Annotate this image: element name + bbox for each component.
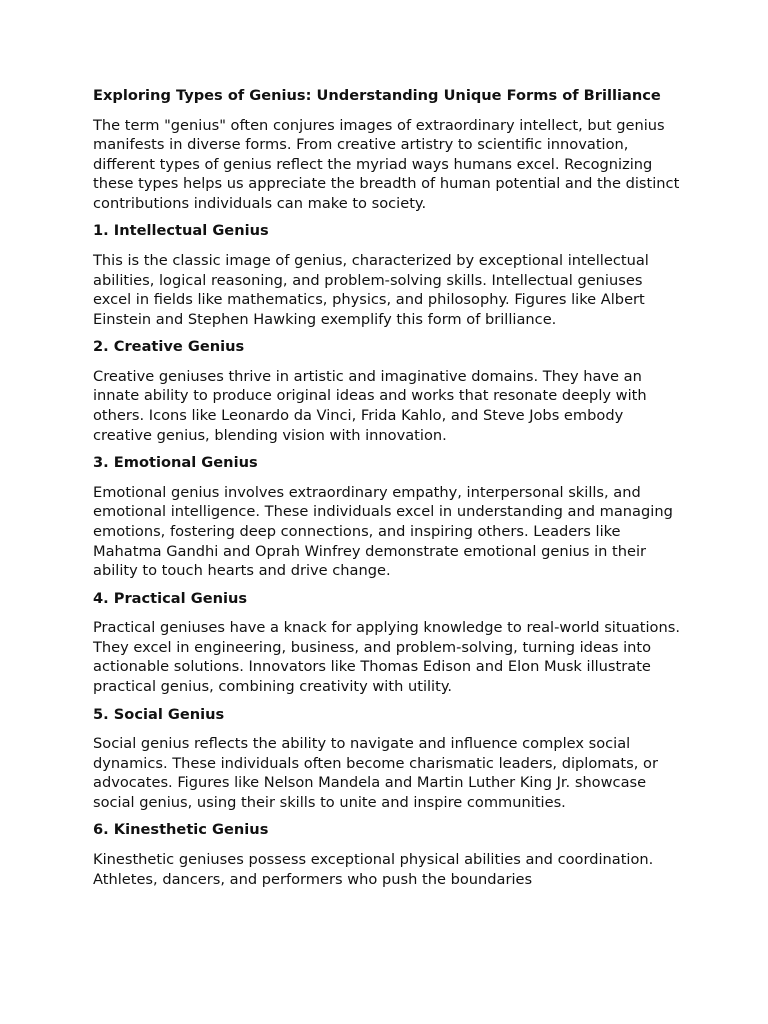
section-practical-genius [93, 589, 683, 697]
document-page [93, 86, 683, 897]
section-heading: 4. Practical Genius [93, 589, 248, 607]
section-emotional-genius [93, 453, 683, 580]
section-paragraph: Practical geniuses have a knack for applying knowledge to real-world situations. They excel in engineering, business, and problem-solving, turning ideas into actionable solutions. Innovators like Thomas Edison and Elon Musk illustrate practical genius, combining creativity with utility. [93, 619, 680, 695]
section-paragraph: Social genius reflects the ability to navigate and influence complex social dynamics. These individuals often become charismatic leaders, diplomats, or advocates. Figures like Nelson Mandela and Martin Luther King Jr. showcase social genius, using their skills to unite and inspire communities. [93, 735, 658, 811]
section-paragraph: Kinesthetic geniuses possess exceptional physical abilities and coordination. Athletes, dancers, and performers who push the boundaries [93, 850, 654, 888]
section-intellectual-genius [93, 221, 683, 329]
section-heading: 1. Intellectual Genius [93, 222, 269, 240]
section-heading: 3. Emotional Genius [93, 454, 258, 472]
section-heading: 6. Kinesthetic Genius [93, 821, 269, 839]
section-paragraph: Creative geniuses thrive in artistic and imaginative domains. They have an innate ability to produce original ideas and works that resonate deeply with others. Icons like Leonardo da Vinci, Frida Kahlo, and Steve Jobs embody creative genius, blending vision with innovation. [93, 367, 647, 444]
section-paragraph: This is the classic image of genius, characterized by exceptional intellectual abilities, logical reasoning, and problem-solving skills. Intellectual geniuses excel in fields like mathematics, physics, and philosophy. Figures like Albert Einstein and Stephen Hawking exemplify this form of brilliance. [93, 251, 649, 328]
section-creative-genius [93, 337, 683, 445]
section-kinesthetic-genius [93, 820, 683, 889]
section-social-genius [93, 705, 683, 813]
section-heading: 2. Creative Genius [93, 338, 245, 356]
intro-paragraph: The term "genius" often conjures images of extraordinary intellect, but genius manifests in diverse forms. From creative artistry to scientific innovation, different types of genius reflect the myriad ways humans excel. Recognizing these types helps us appreciate the breadth of human potential and the distinct contributions individuals can make to society. [93, 116, 680, 212]
document-title: Exploring Types of Genius: Understanding Unique Forms of Brilliance [93, 87, 661, 104]
section-heading: 5. Social Genius [93, 705, 225, 723]
section-paragraph: Emotional genius involves extraordinary empathy, interpersonal skills, and emotional intelligence. These individuals excel in understanding and managing emotions, fostering deep connections, and inspiring others. Leaders like Mahatma Gandhi and Oprah Winfrey demonstrate emotional genius in their ability to touch hearts and drive change. [93, 483, 673, 580]
